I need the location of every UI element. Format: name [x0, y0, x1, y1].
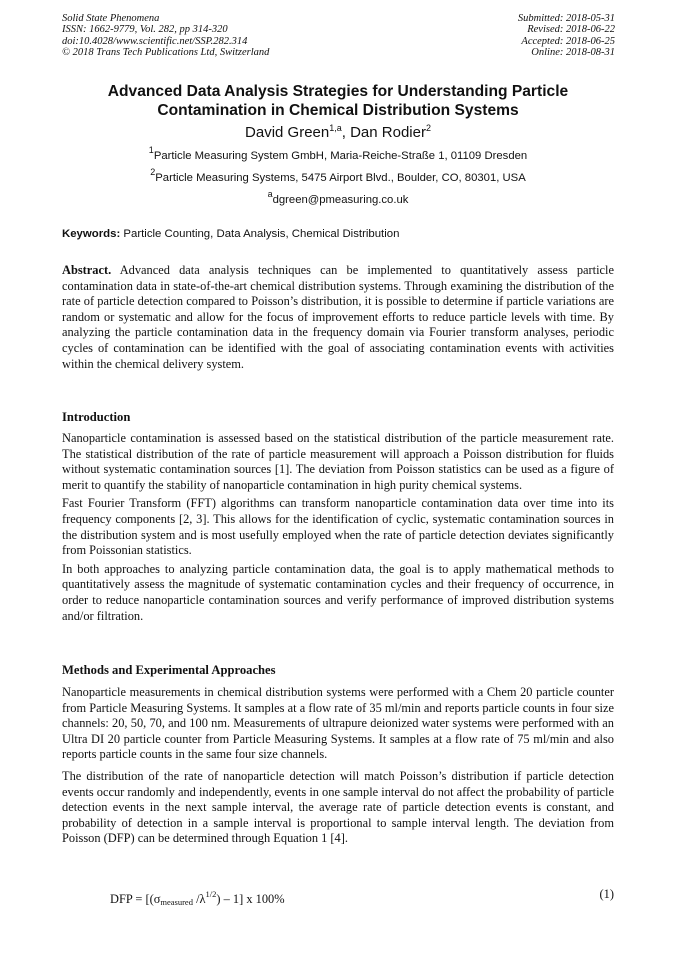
equation-rhs: ) – 1] x 100%	[216, 892, 285, 906]
journal-name: Solid State Phenomena	[62, 13, 160, 24]
author-1-affiliation-mark: 1,a	[329, 123, 342, 133]
methods-paragraph-2: The distribution of the rate of nanoparticle detection will match Poisson’s distribution if particle detection events occur randomly and independently, events in one sample interval do not affect the probability of particle detection events in the next sample interval, the average rate of particle detection events is constant, and probability of detection in a sample interval is proportional to sample interval length. The deviation from Poisson (DFP) can be determined through Equation 1 [4].	[62, 768, 614, 846]
contact-email	[62, 189, 614, 207]
submitted-date: Submitted: 2018-05-31	[517, 13, 615, 24]
accepted-date: Accepted: 2018-06-25	[521, 35, 615, 47]
abstract	[62, 263, 614, 372]
doi-line: doi:10.4028/www.scientific.net/SSP.282.314	[62, 35, 248, 47]
methods-body	[62, 685, 614, 847]
introduction-body	[62, 431, 614, 624]
abstract-text: Advanced data analysis techniques can be implemented to quantitatively assess particle contamination data in state-of-the-art chemical distribution systems. Through examining the distribution of the rate of particle detection compared to Poisson’s distribution, it is possible to determine if particle variations are random or systematic and allow for the focus of improvement efforts to reduce particle levels with time. By analyzing the particle contamination data in the frequency domain via Fourier transform analyses, periodic cycles of contamination can be identified with the goal of associating contamination events with activities within the chemical delivery system.	[62, 263, 614, 371]
methods-paragraph-1: Nanoparticle measurements in chemical distribution systems were performed with a Chem 20 particle counter from Particle Measuring Systems. It samples at a flow rate of 35 ml/min and reports particle counts in four size channels: 20, 50, 70, and 100 nm. Measurements of ultrapure deionized water systems were performed with an Ultra DI 20 particle counter from Particle Measuring Systems. It samples at a flow rate of 75 ml/min and also reports particle counts in the same four size channels.	[62, 685, 614, 762]
introduction-paragraph-2: Fast Fourier Transform (FFT) algorithms can transform nanoparticle contamination data over time into its frequency components [2, 3]. This allows for the identification of cyclic, systematic contamination sources in the distribution system and is most usefully employed when the rate of particle detection deviates significantly from Poissonian statistics.	[62, 496, 614, 558]
author-2: Dan Rodier	[350, 124, 426, 141]
affiliation-2-mark: 2	[150, 167, 156, 177]
revised-date: Revised: 2018-06-22	[527, 24, 615, 36]
online-date: Online: 2018-08-31	[531, 47, 615, 59]
equation-subscript: measured	[160, 897, 193, 907]
equation-1	[110, 886, 614, 907]
author-2-affiliation-mark: 2	[425, 123, 431, 133]
affiliation-2-text: Particle Measuring Systems, 5475 Airport Blvd., Boulder, CO, 80301, USA	[155, 172, 526, 184]
affiliation-1-mark: 1	[148, 145, 154, 155]
author-list	[62, 123, 614, 143]
author-separator: ,	[341, 124, 351, 141]
email-mark: a	[267, 189, 273, 199]
journal-header-left	[62, 13, 269, 59]
issn-line: ISSN: 1662-9779, Vol. 282, pp 314-320	[62, 24, 228, 36]
introduction-heading: Introduction	[62, 410, 131, 424]
introduction-paragraph-3: In both approaches to analyzing particle contamination data, the goal is to apply mathematical methods to quantitatively assess the magnitude of systematic contamination cycles and their frequency of occurrence, in order to reduce nanoparticle contamination sources and verify performance of improved distribution systems and/or filtration.	[62, 561, 614, 623]
copyright-line: © 2018 Trans Tech Publications Ltd, Switzerland	[62, 47, 270, 59]
abstract-paragraph	[62, 263, 614, 372]
equation-formula	[110, 886, 285, 910]
email-address: dgreen@pmeasuring.co.uk	[272, 194, 409, 206]
author-1: David Green	[245, 124, 330, 141]
introduction-paragraph-1: Nanoparticle contamination is assessed based on the statistical distribution of the particle measurement rate. The statistical distribution of the rate of particle measurement will approach a Poisson distribution for fluids without systematic contamination sources [1]. The deviation from Poisson statistics can be used as a figure of merit to quantify the stability of nanoparticle contamination in high purity chemical systems.	[62, 431, 614, 492]
equation-lhs: DFP = [(σ	[110, 892, 161, 906]
affiliation-2	[62, 167, 614, 185]
equation-number: (1)	[599, 887, 614, 901]
affiliation-1-text: Particle Measuring System GmbH, Maria-Reiche-Straße 1, 01109 Dresden	[153, 150, 528, 162]
methods-heading: Methods and Experimental Approaches	[62, 663, 276, 677]
keywords	[62, 227, 614, 241]
affiliation-1	[62, 145, 614, 163]
title-line-2: Contamination in Chemical Distribution Systems	[157, 102, 519, 119]
title-line-1: Advanced Data Analysis Strategies for Understanding Particle	[107, 83, 569, 100]
journal-header-right	[518, 13, 615, 59]
paper-title	[62, 82, 614, 120]
equation-middle: /λ	[192, 892, 206, 906]
keywords-text: Particle Counting, Data Analysis, Chemical Distribution	[120, 228, 400, 240]
abstract-label: Abstract.	[62, 263, 112, 277]
keywords-label: Keywords:	[62, 228, 121, 240]
equation-superscript: 1/2	[205, 889, 217, 899]
